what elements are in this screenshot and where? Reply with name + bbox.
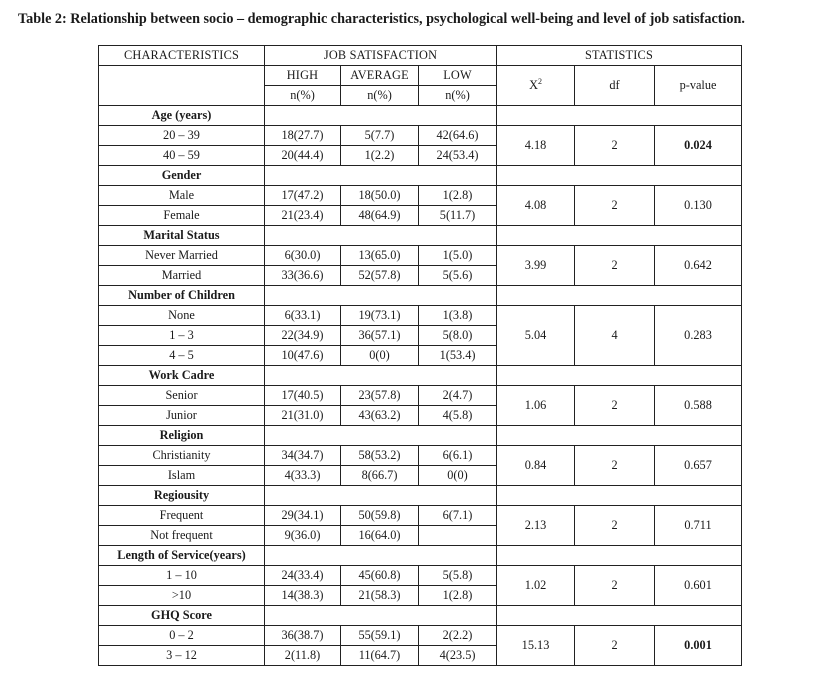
low-value: 6(6.1)	[419, 446, 497, 466]
average-value: 45(60.8)	[341, 566, 419, 586]
low-value: 4(23.5)	[419, 646, 497, 666]
group-header-row	[99, 106, 742, 126]
pvalue-value: 0.024	[655, 126, 742, 166]
high-value: 9(36.0)	[265, 526, 341, 546]
low-value: 42(64.6)	[419, 126, 497, 146]
low-value: 1(2.8)	[419, 586, 497, 606]
row-label: 1 – 3	[99, 326, 265, 346]
low-value	[419, 526, 497, 546]
group-name: Religion	[99, 426, 265, 446]
pvalue-value: 0.711	[655, 506, 742, 546]
table-row	[99, 386, 742, 406]
low-value: 24(53.4)	[419, 146, 497, 166]
df-value: 2	[575, 126, 655, 166]
group-header-blank	[265, 606, 497, 626]
average-value: 21(58.3)	[341, 586, 419, 606]
high-value: 20(44.4)	[265, 146, 341, 166]
group-name: Age (years)	[99, 106, 265, 126]
low-value: 6(7.1)	[419, 506, 497, 526]
table-row	[99, 246, 742, 266]
low-value: 5(8.0)	[419, 326, 497, 346]
df-value: 2	[575, 446, 655, 486]
chi-square-value: 3.99	[497, 246, 575, 286]
group-header-blank	[265, 426, 497, 446]
group-header-blank	[265, 166, 497, 186]
average-value: 50(59.8)	[341, 506, 419, 526]
pvalue-value: 0.588	[655, 386, 742, 426]
group-header-blank	[265, 226, 497, 246]
row-label: 20 – 39	[99, 126, 265, 146]
job-satisfaction-table	[98, 45, 742, 666]
pvalue-value: 0.657	[655, 446, 742, 486]
row-label: Never Married	[99, 246, 265, 266]
df-header: df	[575, 66, 655, 106]
high-value: 17(40.5)	[265, 386, 341, 406]
group-name: Gender	[99, 166, 265, 186]
group-header-stat-blank	[497, 226, 742, 246]
low-value: 5(5.6)	[419, 266, 497, 286]
low-value: 0(0)	[419, 466, 497, 486]
average-value: 18(50.0)	[341, 186, 419, 206]
high-value: 21(23.4)	[265, 206, 341, 226]
pvalue-value: 0.283	[655, 306, 742, 366]
low-value: 5(11.7)	[419, 206, 497, 226]
high-value: 4(33.3)	[265, 466, 341, 486]
average-value: 19(73.1)	[341, 306, 419, 326]
pvalue-value: 0.601	[655, 566, 742, 606]
group-header-blank	[265, 106, 497, 126]
high-value: 6(30.0)	[265, 246, 341, 266]
group-name: Work Cadre	[99, 366, 265, 386]
group-header-stat-blank	[497, 426, 742, 446]
df-value: 2	[575, 386, 655, 426]
group-header-stat-blank	[497, 166, 742, 186]
high-value: 21(31.0)	[265, 406, 341, 426]
group-header-stat-blank	[497, 366, 742, 386]
average-value: 58(53.2)	[341, 446, 419, 466]
group-name: Regiousity	[99, 486, 265, 506]
group-name: Marital Status	[99, 226, 265, 246]
high-value: 34(34.7)	[265, 446, 341, 466]
high-value: 6(33.1)	[265, 306, 341, 326]
chi-square-header: $X^2$	[497, 66, 575, 106]
high-value: 2(11.8)	[265, 646, 341, 666]
df-value: 2	[575, 506, 655, 546]
chi-square-value: 4.08	[497, 186, 575, 226]
group-name: Length of Service(years)	[99, 546, 265, 566]
average-value: 36(57.1)	[341, 326, 419, 346]
job-satisfaction-header: JOB SATISFACTION	[265, 46, 497, 66]
row-label: Christianity	[99, 446, 265, 466]
low-unit: n(%)	[419, 86, 497, 106]
group-header-row	[99, 426, 742, 446]
high-unit: n(%)	[265, 86, 341, 106]
df-value: 2	[575, 246, 655, 286]
row-label: 1 – 10	[99, 566, 265, 586]
chi-square-value: 1.06	[497, 386, 575, 426]
group-header-row	[99, 546, 742, 566]
average-value: 23(57.8)	[341, 386, 419, 406]
row-label: Not frequent	[99, 526, 265, 546]
group-header-stat-blank	[497, 546, 742, 566]
average-value: 43(63.2)	[341, 406, 419, 426]
low-value: 5(5.8)	[419, 566, 497, 586]
group-name: Number of Children	[99, 286, 265, 306]
pvalue-value: 0.642	[655, 246, 742, 286]
pvalue-header: p-value	[655, 66, 742, 106]
characteristics-subheader-blank	[99, 66, 265, 106]
high-value: 10(47.6)	[265, 346, 341, 366]
low-value: 1(5.0)	[419, 246, 497, 266]
row-label: Islam	[99, 466, 265, 486]
row-label: 0 – 2	[99, 626, 265, 646]
group-header-blank	[265, 546, 497, 566]
average-value: 11(64.7)	[341, 646, 419, 666]
low-value: 2(4.7)	[419, 386, 497, 406]
high-value: 14(38.3)	[265, 586, 341, 606]
row-label: 3 – 12	[99, 646, 265, 666]
row-label: Female	[99, 206, 265, 226]
group-header-row	[99, 366, 742, 386]
group-header-blank	[265, 286, 497, 306]
average-value: 55(59.1)	[341, 626, 419, 646]
group-header-stat-blank	[497, 286, 742, 306]
average-value: 52(57.8)	[341, 266, 419, 286]
group-header-row	[99, 226, 742, 246]
df-value: 2	[575, 566, 655, 606]
group-header-stat-blank	[497, 106, 742, 126]
table-caption: Table 2: Relationship between socio – demographic characteristics, psychological well-being and level of job satisfaction.	[18, 11, 745, 27]
high-value: 18(27.7)	[265, 126, 341, 146]
average-value: 8(66.7)	[341, 466, 419, 486]
df-value: 2	[575, 626, 655, 666]
chi-square-value: 4.18	[497, 126, 575, 166]
table-row	[99, 566, 742, 586]
average-header: AVERAGE	[341, 66, 419, 86]
average-value: 16(64.0)	[341, 526, 419, 546]
table-row	[99, 626, 742, 646]
low-header: LOW	[419, 66, 497, 86]
df-value: 2	[575, 186, 655, 226]
average-unit: n(%)	[341, 86, 419, 106]
chi-square-value: 15.13	[497, 626, 575, 666]
average-value: 5(7.7)	[341, 126, 419, 146]
average-value: 13(65.0)	[341, 246, 419, 266]
row-label: Married	[99, 266, 265, 286]
group-header-stat-blank	[497, 486, 742, 506]
low-value: 4(5.8)	[419, 406, 497, 426]
chi-square-value: 5.04	[497, 306, 575, 366]
statistics-header: STATISTICS	[497, 46, 742, 66]
group-header-row	[99, 606, 742, 626]
group-header-blank	[265, 486, 497, 506]
low-value: 2(2.2)	[419, 626, 497, 646]
table-row	[99, 186, 742, 206]
high-value: 17(47.2)	[265, 186, 341, 206]
group-name: GHQ Score	[99, 606, 265, 626]
average-value: 0(0)	[341, 346, 419, 366]
high-value: 36(38.7)	[265, 626, 341, 646]
row-label: None	[99, 306, 265, 326]
characteristics-header: CHARACTERISTICS	[99, 46, 265, 66]
high-value: 33(36.6)	[265, 266, 341, 286]
chi-square-value: 0.84	[497, 446, 575, 486]
df-value: 4	[575, 306, 655, 366]
row-label: Junior	[99, 406, 265, 426]
chi-square-value: 1.02	[497, 566, 575, 606]
high-value: 22(34.9)	[265, 326, 341, 346]
row-label: 4 – 5	[99, 346, 265, 366]
group-header-row	[99, 286, 742, 306]
group-header-row	[99, 166, 742, 186]
row-label: 40 – 59	[99, 146, 265, 166]
low-value: 1(3.8)	[419, 306, 497, 326]
row-label: Senior	[99, 386, 265, 406]
table-body	[99, 106, 742, 666]
pvalue-value: 0.001	[655, 626, 742, 666]
average-value: 1(2.2)	[341, 146, 419, 166]
row-label: Frequent	[99, 506, 265, 526]
table-row	[99, 306, 742, 326]
chi-square-value: 2.13	[497, 506, 575, 546]
high-header: HIGH	[265, 66, 341, 86]
pvalue-value: 0.130	[655, 186, 742, 226]
high-value: 29(34.1)	[265, 506, 341, 526]
group-header-blank	[265, 366, 497, 386]
row-label: >10	[99, 586, 265, 606]
low-value: 1(53.4)	[419, 346, 497, 366]
table-row	[99, 126, 742, 146]
group-header-stat-blank	[497, 606, 742, 626]
low-value: 1(2.8)	[419, 186, 497, 206]
table-row	[99, 506, 742, 526]
average-value: 48(64.9)	[341, 206, 419, 226]
row-label: Male	[99, 186, 265, 206]
table-row	[99, 446, 742, 466]
high-value: 24(33.4)	[265, 566, 341, 586]
group-header-row	[99, 486, 742, 506]
